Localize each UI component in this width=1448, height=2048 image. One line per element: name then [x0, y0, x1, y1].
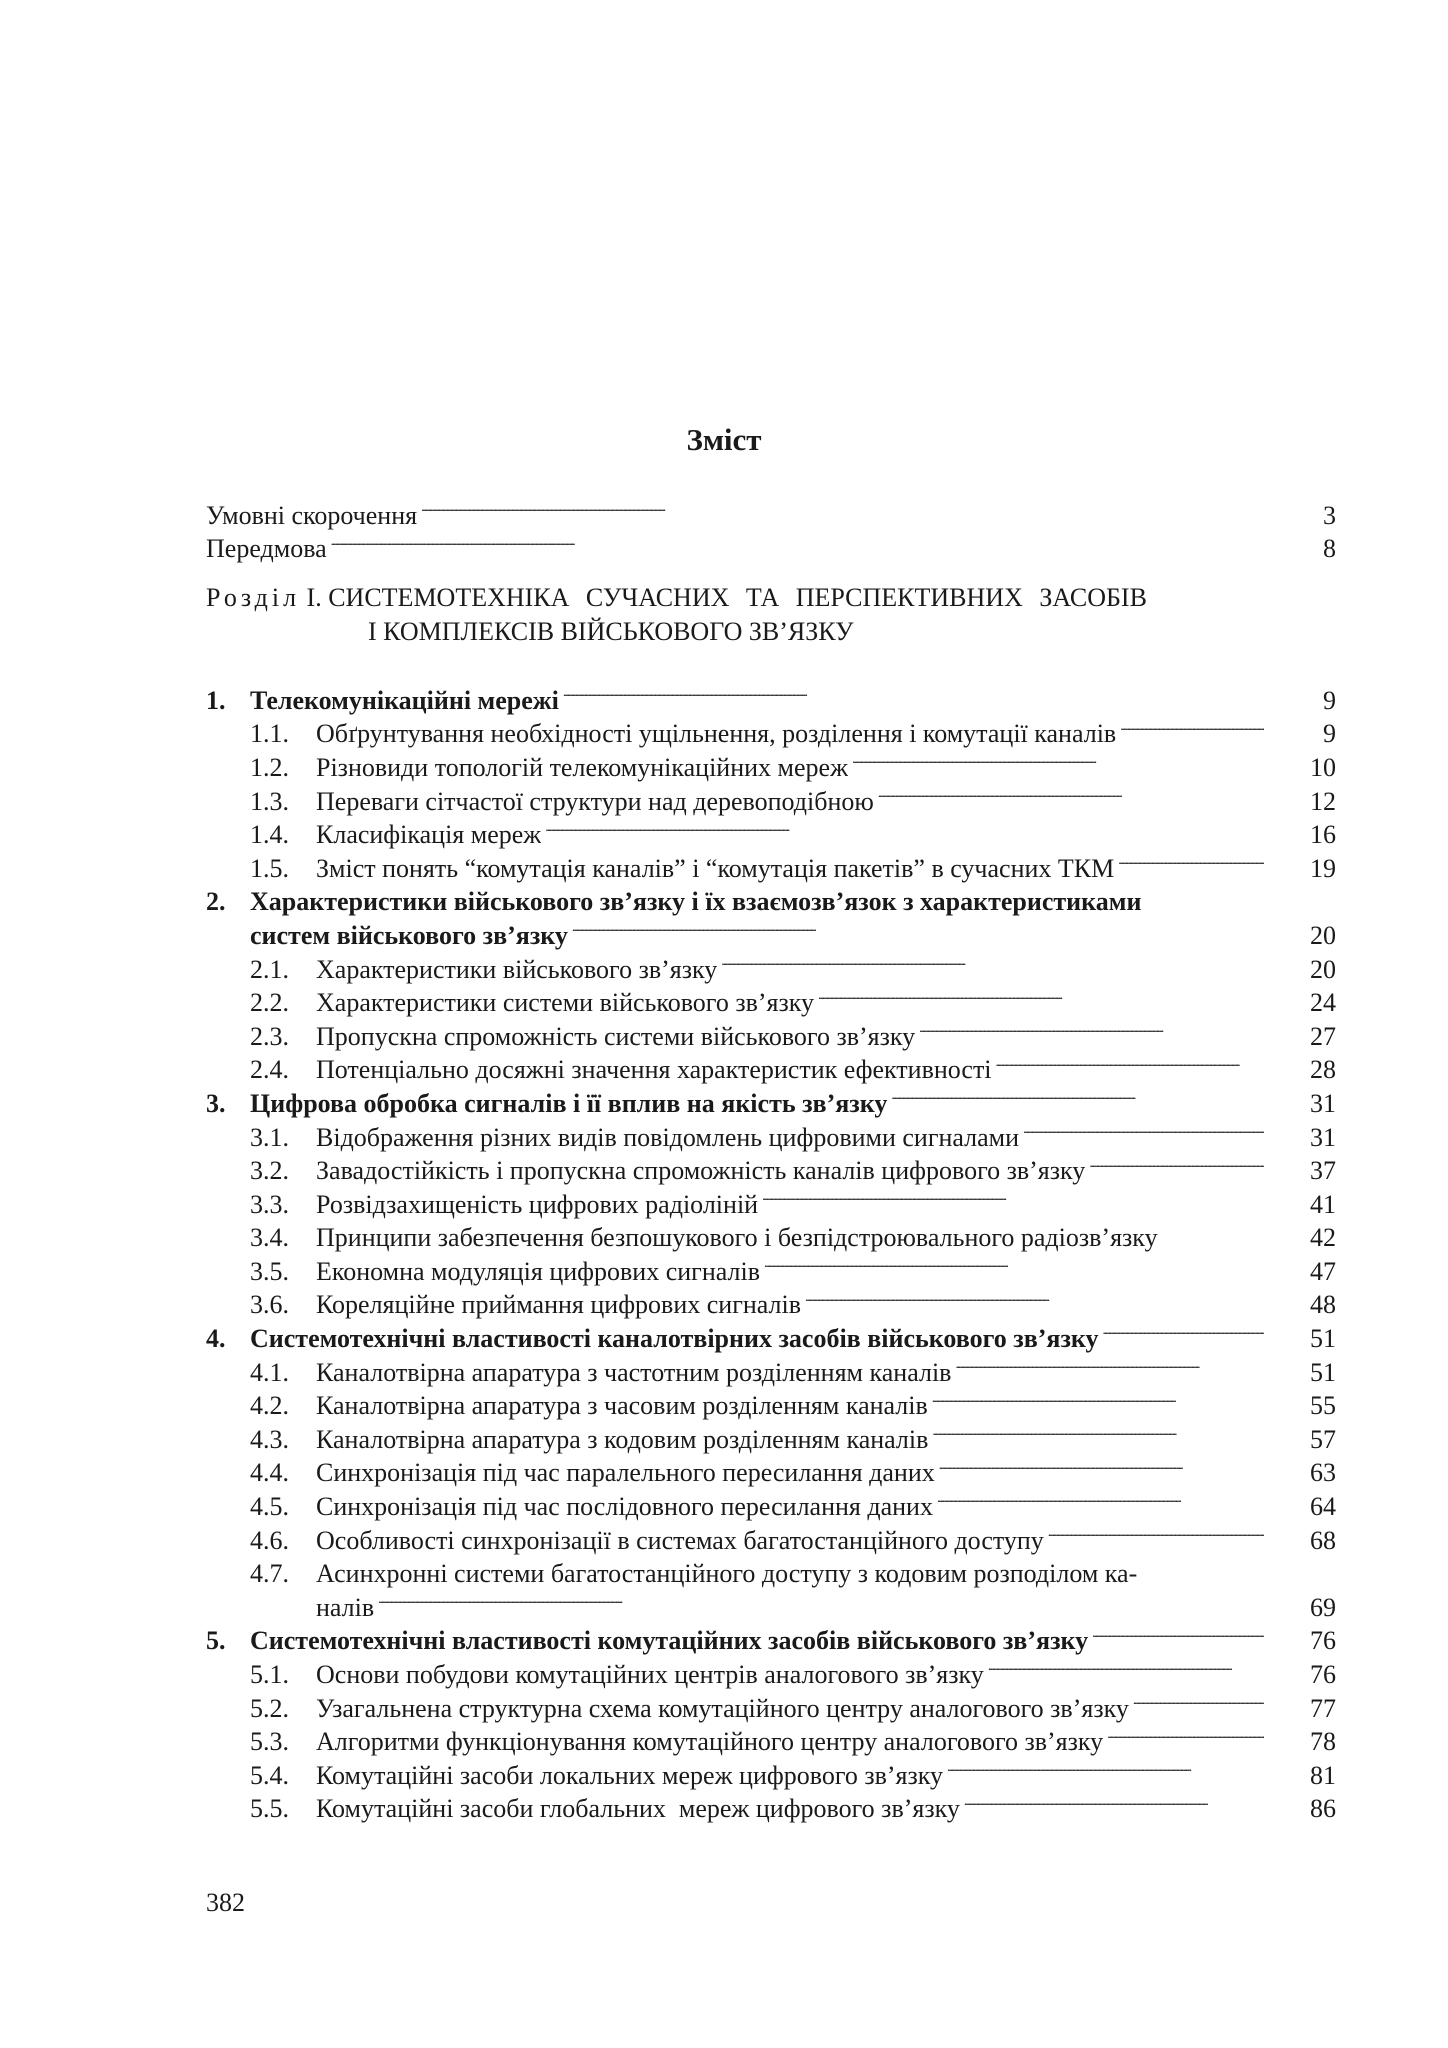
- toc-page-number: 10: [1310, 752, 1336, 782]
- toc-page-number: 51: [1310, 1357, 1336, 1387]
- entry-number: 4.2.: [250, 1391, 289, 1421]
- toc-page-number: 77: [1310, 1693, 1336, 1723]
- entry-title: Каналотвірна апаратура з кодовим розділенням каналів: [316, 1424, 929, 1454]
- entry-number: 4.3.: [250, 1424, 289, 1454]
- toc-page-number: 3: [1323, 500, 1336, 530]
- entry-number: 4.5.: [250, 1492, 289, 1522]
- dot-leader: [1103, 1313, 1264, 1347]
- entry-title: Синхронізація під час послідовного пересилання даних: [316, 1492, 933, 1522]
- entry-number: 3.4.: [250, 1223, 289, 1253]
- chapter-title-line2: систем військового зв’язку: [250, 920, 568, 950]
- toc-entry-preface[interactable]: [206, 524, 1336, 564]
- entry-title-line1: Асинхронні системи багатостанційного доступу з кодовим розподілом ка-: [316, 1559, 1138, 1589]
- table-of-contents: [206, 490, 1336, 1824]
- dot-leader: [947, 1750, 1264, 1784]
- dot-leader: [1048, 1515, 1264, 1549]
- chapter-title-line1: Характеристики військового зв’язку і їх взаємозв’язок з характеристиками: [250, 887, 1142, 917]
- dot-leader: [1092, 1616, 1264, 1650]
- toc-page-number: 51: [1310, 1324, 1336, 1354]
- section-number: І.: [306, 583, 322, 613]
- dot-leader: [937, 1481, 1264, 1515]
- page-title: Зміст: [686, 422, 762, 457]
- entry-number: 3.1.: [250, 1122, 289, 1152]
- entry-number: 5.4.: [250, 1760, 289, 1790]
- dot-leader: [1089, 1146, 1264, 1180]
- dot-leader: [939, 1448, 1264, 1482]
- entry-title: Зміст понять “комутація каналів” і “комутація пакетів” в сучасних ТКМ: [316, 853, 1115, 883]
- entry-title: Комутаційні засоби локальних мереж цифрового зв’язку: [316, 1760, 944, 1790]
- entry-number: 3.2.: [250, 1156, 289, 1186]
- dot-leader: [996, 1045, 1264, 1079]
- entry-title: Класифікація мереж: [316, 820, 542, 850]
- dot-leader: [988, 1649, 1264, 1683]
- entry-number: 5.1.: [250, 1660, 289, 1689]
- toc-page-number: 37: [1310, 1156, 1336, 1186]
- toc-page-number: 9: [1323, 685, 1336, 715]
- entry-title: Різновиди топологій телекомунікаційних мереж: [316, 752, 849, 782]
- entry-title: Обґрунтування необхідності ущільнення, розділення і комутації каналів: [316, 719, 1117, 749]
- toc-entry-title: Умовні скорочення: [206, 500, 418, 530]
- dot-leader: [721, 944, 1264, 978]
- toc-page-number: 12: [1310, 786, 1336, 816]
- entry-title: Розвідзахищеність цифрових радіоліній: [316, 1189, 759, 1219]
- entry-title: Каналотвірна апаратура з частотним розділенням каналів: [316, 1357, 952, 1387]
- dot-leader: [878, 776, 1264, 810]
- toc-page-number: 31: [1310, 1122, 1336, 1152]
- dot-leader: [932, 1414, 1264, 1448]
- section-title-line1: СИСТЕМОТЕХНІКА СУЧАСНИХ ТА ПЕРСПЕКТИВНИХ ЗАСОБІВ: [328, 583, 1147, 613]
- entry-number: 3.3.: [250, 1189, 289, 1219]
- entry-title: Принципи забезпечення безпошукового і безпідстроювального радіозв’язку: [316, 1223, 1158, 1253]
- toc-page-number: 28: [1310, 1055, 1336, 1085]
- chapter-number: 2.: [206, 887, 226, 917]
- dot-leader: [1133, 1683, 1264, 1717]
- toc-page-number: 19: [1310, 853, 1336, 883]
- entry-number: 5.3.: [250, 1727, 289, 1757]
- entry-number: 4.7.: [250, 1559, 289, 1589]
- toc-page-number: 9: [1323, 719, 1336, 749]
- entry-title: Особливості синхронізації в системах багатостанційного доступу: [316, 1525, 1044, 1555]
- entry-number: 2.2.: [250, 988, 289, 1018]
- entry-number: 3.6.: [250, 1290, 289, 1320]
- toc-page-number: 20: [1310, 920, 1336, 950]
- entry-number: 3.5.: [250, 1256, 289, 1286]
- dot-leader: [955, 1347, 1264, 1381]
- dot-leader: [762, 1179, 1264, 1213]
- dot-leader: [421, 490, 1264, 524]
- entry-title: Алгоритми функціонування комутаційного центру аналогового зв’язку: [316, 1727, 1104, 1757]
- chapter-title: Цифрова обробка сигналів і її вплив на якість зв’язку: [250, 1088, 888, 1118]
- entry-number: 4.6.: [250, 1525, 289, 1555]
- dot-leader: [1120, 709, 1264, 743]
- toc-page-number: 76: [1310, 1660, 1336, 1689]
- entry-title: Основи побудови комутаційних центрів аналогового зв’язку: [316, 1660, 984, 1689]
- toc-page-number: 16: [1310, 820, 1336, 850]
- entry-number: 1.1.: [250, 719, 289, 749]
- toc-page-number: 24: [1310, 988, 1336, 1018]
- entry-title: Кореляційне приймання цифрових сигналів: [316, 1290, 802, 1320]
- dot-leader: [378, 1582, 1264, 1616]
- entry-number: 1.4.: [250, 820, 289, 850]
- toc-page-number: 55: [1310, 1391, 1336, 1421]
- toc-page-number: 20: [1310, 954, 1336, 984]
- dot-leader: [331, 524, 1264, 558]
- dot-leader: [1118, 843, 1264, 877]
- toc-page-number: 47: [1310, 1256, 1336, 1286]
- entry-title: Переваги сітчастої структури над деревоподібною: [316, 786, 874, 816]
- toc-page-number: 78: [1310, 1727, 1336, 1757]
- dot-leader: [852, 742, 1264, 776]
- chapter-number: 5.: [206, 1626, 226, 1656]
- dot-leader: [805, 1280, 1264, 1314]
- section-heading: [206, 581, 1336, 649]
- entry-number: 2.3.: [250, 1021, 289, 1051]
- toc-page-number: 57: [1310, 1424, 1336, 1454]
- dot-leader: [563, 675, 1264, 709]
- entry-title: Каналотвірна апаратура з часовим розділенням каналів: [316, 1391, 928, 1421]
- toc-entry-abbreviations[interactable]: [206, 490, 1336, 530]
- page-number: 382: [206, 1888, 245, 1917]
- entry-number: 5.5.: [250, 1794, 289, 1824]
- entry-number: 1.3.: [250, 786, 289, 816]
- toc-page-number: 8: [1323, 534, 1336, 564]
- entry-title: Відображення різних видів повідомлень цифровими сигналами: [316, 1122, 1020, 1152]
- section-label: Розділ: [206, 583, 301, 613]
- toc-page-number: 81: [1310, 1760, 1336, 1790]
- entry-number: 2.4.: [250, 1055, 289, 1085]
- chapter-title: Системотехнічні властивості комутаційних засобів військового зв’язку: [250, 1626, 1089, 1656]
- entry-title: Характеристики системи військового зв’язку: [316, 988, 815, 1018]
- dot-leader: [1023, 1112, 1264, 1146]
- dot-leader: [572, 910, 1264, 944]
- entry-title: Узагальнена структурна схема комутаційного центру аналогового зв’язку: [316, 1693, 1129, 1723]
- entry-title: Синхронізація під час паралельного пересилання даних: [316, 1458, 935, 1488]
- dot-leader: [1107, 1717, 1264, 1751]
- entry-title: Завадостійкість і пропускна спроможність каналів цифрового зв’язку: [316, 1156, 1086, 1186]
- entry-title-line2: налів: [316, 1592, 375, 1622]
- toc-page-number: 31: [1310, 1088, 1336, 1118]
- entry-number: 5.2.: [250, 1693, 289, 1723]
- toc-page-number: 69: [1310, 1592, 1336, 1622]
- entry-title: Комутаційні засоби глобальних мереж цифрового зв’язку: [316, 1794, 960, 1824]
- entry-title: Економна модуляція цифрових сигналів: [316, 1256, 760, 1286]
- dot-leader: [764, 1246, 1264, 1280]
- dot-leader: [919, 1011, 1264, 1045]
- toc-chapter-1[interactable]: [206, 675, 1336, 715]
- toc-page-number: 68: [1310, 1525, 1336, 1555]
- chapter-number: 4.: [206, 1324, 226, 1354]
- chapter-number: 1.: [206, 685, 226, 715]
- entry-number: 2.1.: [250, 954, 289, 984]
- toc-page-number: 76: [1310, 1626, 1336, 1656]
- toc-page-number: 27: [1310, 1021, 1336, 1051]
- entry-number: 1.2.: [250, 752, 289, 782]
- toc-page-number: 86: [1310, 1794, 1336, 1824]
- dot-leader: [964, 1784, 1264, 1818]
- entry-title: Пропускна спроможність системи військового зв’язку: [316, 1021, 916, 1051]
- dot-leader: [818, 978, 1264, 1012]
- entry-number: 4.4.: [250, 1458, 289, 1488]
- entry-number: 1.5.: [250, 853, 289, 883]
- chapter-number: 3.: [206, 1088, 226, 1118]
- toc-page-number: 42: [1310, 1223, 1336, 1253]
- dot-leader: [545, 810, 1264, 844]
- toc-page-number: 63: [1310, 1458, 1336, 1488]
- toc-page-number: 41: [1310, 1189, 1336, 1219]
- section-title-line2: І КОМПЛЕКСІВ ВІЙСЬКОВОГО ЗВ’ЯЗКУ: [368, 617, 854, 647]
- dot-leader: [932, 1381, 1264, 1415]
- dot-leader: [891, 1078, 1264, 1112]
- entry-number: 4.1.: [250, 1357, 289, 1387]
- toc-entry-title: Передмова: [206, 534, 327, 564]
- toc-chapter-5[interactable]: [206, 1616, 1336, 1656]
- chapter-title: Телекомунікаційні мережі: [250, 685, 559, 715]
- chapter-title: Системотехнічні властивості каналотвірних засобів військового зв’язку: [250, 1324, 1099, 1354]
- entry-title: Потенціально досяжні значення характеристик ефективності: [316, 1055, 992, 1085]
- toc-page-number: 64: [1310, 1492, 1336, 1522]
- toc-page-number: 48: [1310, 1290, 1336, 1320]
- entry-title: Характеристики військового зв’язку: [316, 954, 718, 984]
